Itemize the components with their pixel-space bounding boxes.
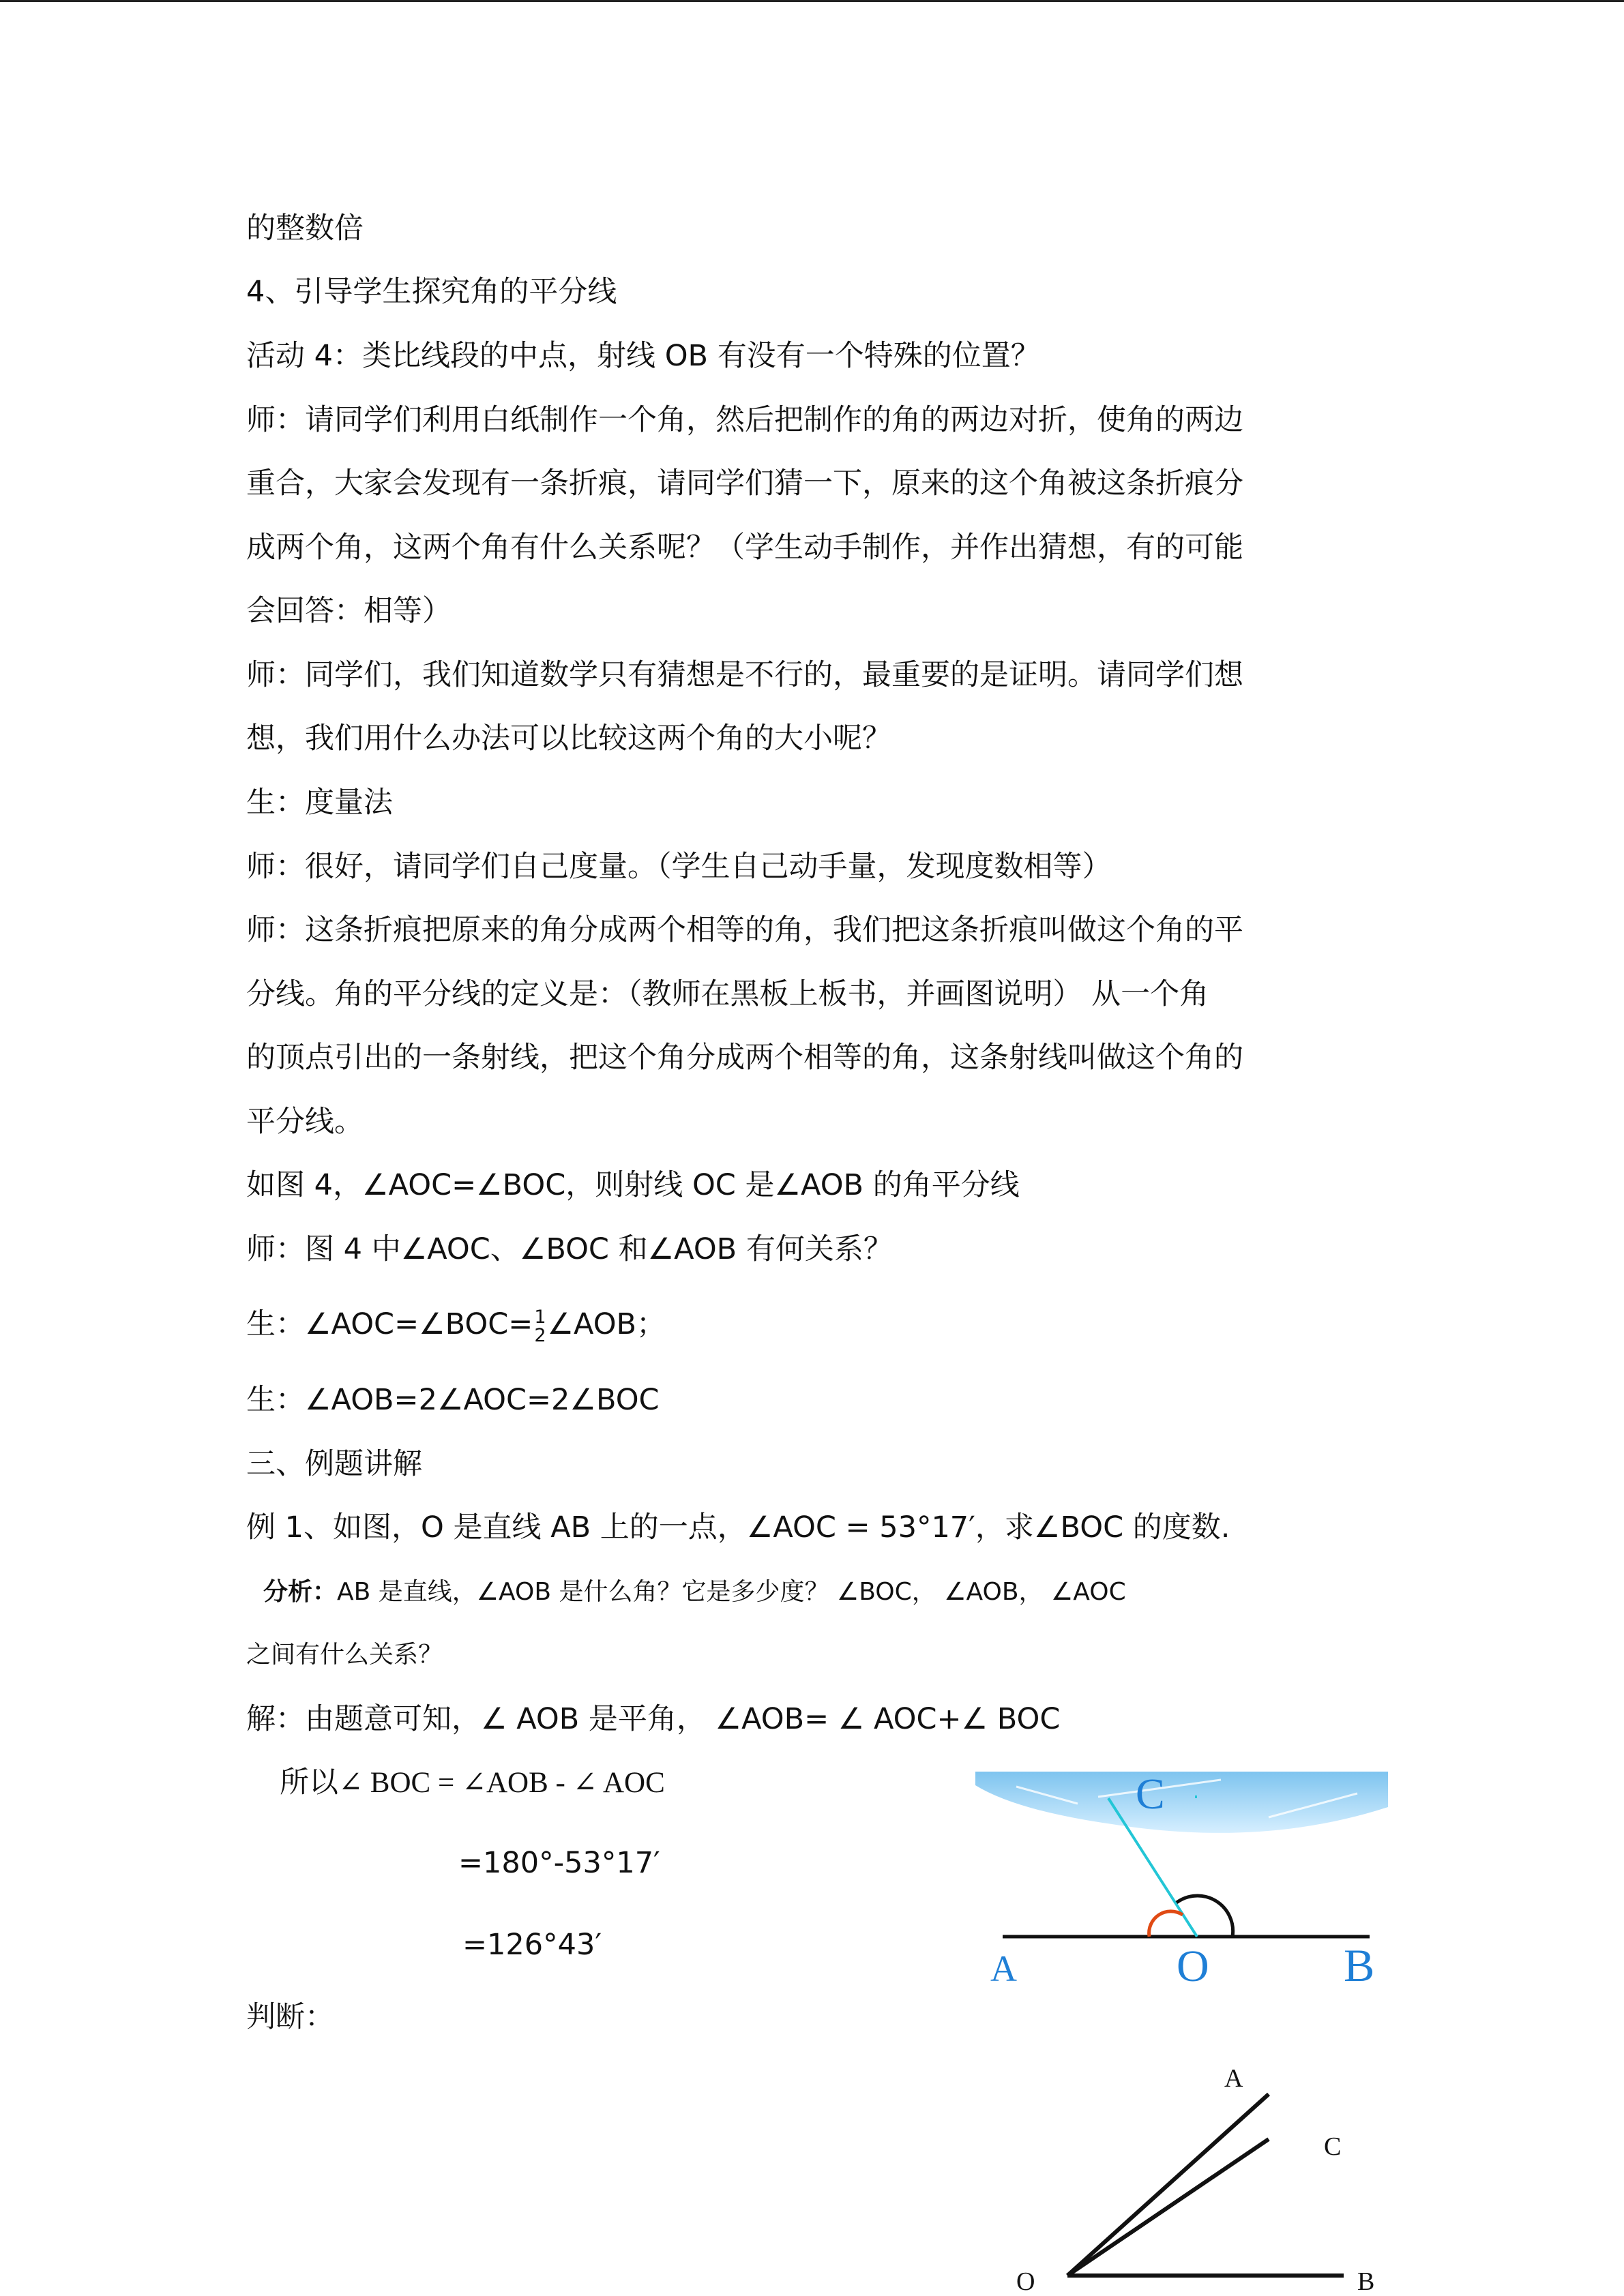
text-line: 分线。角的平分线的定义是：（教师在黑板上板书，并画图说明） 从一个角 xyxy=(246,977,1209,1011)
formula-text: ∠AOB； xyxy=(547,1307,666,1341)
label-b: B xyxy=(1344,1939,1375,1991)
text-line: 成两个角，这两个角有什么关系呢？（学生动手制作，并作出猜想，有的可能 xyxy=(246,531,1243,565)
section-heading: 4、引导学生探究角的平分线 xyxy=(246,275,617,309)
analysis-line xyxy=(263,1572,1126,1613)
label-c: C xyxy=(1136,1770,1165,1818)
ray-oa xyxy=(1067,2094,1269,2276)
text-line: 师：图 4 中∠AOC、∠BOC 和∠AOB 有何关系？ xyxy=(246,1232,893,1266)
text-line: 想，我们用什么办法可以比较这两个角的大小呢？ xyxy=(246,721,891,756)
text-line: 判断： xyxy=(246,2000,334,2034)
text-line: 平分线。 xyxy=(246,1105,364,1139)
text-line: 师：同学们，我们知道数学只有猜想是不行的，最重要的是证明。请同学们想 xyxy=(246,658,1243,692)
angle-aoc-arc xyxy=(1149,1911,1183,1937)
fraction xyxy=(534,1308,546,1345)
text-line: 师：这条折痕把原来的角分成两个相等的角，我们把这条折痕叫做这个角的平 xyxy=(246,913,1243,947)
text-line: 师：很好，请同学们自己度量。（学生自己动手量，发现度数相等） xyxy=(246,850,1112,884)
solution-line: =180°-53°17′ xyxy=(458,1846,660,1880)
formula-line xyxy=(246,1304,666,1345)
label-b: B xyxy=(1357,2267,1375,2295)
text-line: 师：请同学们利用白纸制作一个角，然后把制作的角的两边对折，使角的两边 xyxy=(246,403,1243,437)
ray-oc xyxy=(1067,2139,1269,2276)
label-o: O xyxy=(1016,2267,1035,2295)
text-line: 会回答：相等） xyxy=(246,594,452,628)
text-line: 活动 4：类比线段的中点，射线 OB 有没有一个特殊的位置？ xyxy=(246,339,1040,373)
text-line: 之间有什么关系？ xyxy=(246,1641,443,1669)
text-line: 的整数倍 xyxy=(246,211,364,245)
text-line: 生：∠AOB=2∠AOC=2∠BOC xyxy=(246,1383,660,1417)
page-top-border xyxy=(0,0,1624,2)
text-line: 生：度量法 xyxy=(246,786,393,820)
label-a: A xyxy=(1224,2064,1243,2093)
formula-text: 生：∠AOC=∠BOC= xyxy=(246,1307,533,1341)
example-line: 例 1、如图，O 是直线 AB 上的一点，∠AOC = 53°17′，求∠BOC 的度数. xyxy=(246,1510,1230,1545)
text-line: 的顶点引出的一条射线，把这个角分成两个相等的角，这条射线叫做这个角的 xyxy=(246,1041,1243,1075)
solution-line: 所以∠ BOC = ∠AOB - ∠ AOC xyxy=(280,1767,665,1799)
analysis-text: AB 是直线，∠AOB 是什么角？它是多少度？ ∠BOC， ∠AOB， ∠AOC xyxy=(337,1578,1126,1606)
solution-line: =126°43′ xyxy=(462,1928,602,1962)
label-c: C xyxy=(1324,2132,1342,2161)
figure-straight-angle xyxy=(975,1766,1391,1998)
text-line: 如图 4，∠AOC=∠BOC，则射线 OC 是∠AOB 的角平分线 xyxy=(246,1168,1020,1202)
analysis-label: 分析： xyxy=(263,1578,338,1606)
fraction-denominator: 2 xyxy=(534,1324,546,1346)
text-line: 重合，大家会发现有一条折痕，请同学们猜一下，原来的这个角被这条折痕分 xyxy=(246,466,1243,501)
label-o: O xyxy=(1177,1941,1209,1991)
label-a: A xyxy=(990,1948,1017,1989)
fraction-numerator: 1 xyxy=(534,1306,546,1328)
solution-line: 解：由题意可知，∠ AOB 是平角， ∠AOB= ∠ AOC+∠ BOC xyxy=(246,1702,1061,1736)
figure-angle-aob xyxy=(1006,2056,1402,2295)
section-heading: 三、例题讲解 xyxy=(246,1447,422,1481)
